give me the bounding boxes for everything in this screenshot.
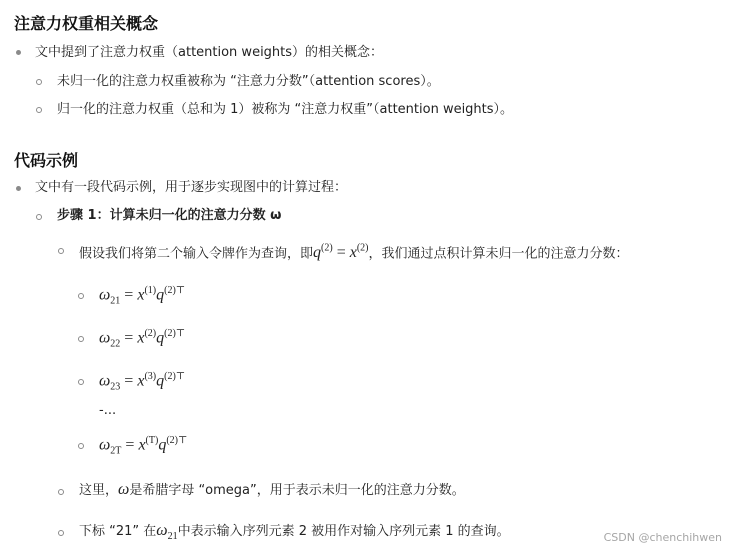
step-1-title: 步骤 1：计算未归一化的注意力分数 ω <box>57 208 282 223</box>
csdn-watermark: CSDN @chenchihwen <box>603 531 722 544</box>
bullet-circle-icon <box>78 379 84 385</box>
formula-omega-2T: $\omega_{2T} = x^{(T)}q^{(2)⊤}$ <box>99 435 188 457</box>
bullet-circle-icon <box>78 336 84 342</box>
section-heading-code-example: 代码示例 <box>14 151 79 170</box>
bullet-disc-icon <box>16 186 21 191</box>
bullet-circle-icon <box>58 530 64 536</box>
assume-text-post: ，我们通过点积计算未归一化的注意力分数： <box>368 246 629 262</box>
list-item-code-example: 文中有一段代码示例，用于逐步实现图中的计算过程： <box>35 180 348 195</box>
sublist-item-attention-scores: 未归一化的注意力权重被称为 “注意力分数”（attention scores）。 <box>57 74 440 89</box>
assume-text-pre: 假设我们将第二个输入令牌作为查询，即 <box>79 246 314 262</box>
formula-omega-21: $\omega_{21} = x^{(1)}q^{(2)⊤}$ <box>99 285 186 307</box>
section-heading-attention-weights: 注意力权重相关概念 <box>14 14 159 33</box>
bullet-disc-icon <box>16 50 21 55</box>
note-subscript-meaning: 下标 “21” 在$\omega_{21}$中表示输入序列元素 2 被用作对输入序列元素 1 的查询。 <box>79 522 510 543</box>
formula-omega-22: $\omega_{22} = x^{(2)}q^{(2)⊤}$ <box>99 328 186 350</box>
query-equation: $q^{(2)} = x^{(2)}$ <box>313 243 369 262</box>
formula-omega-23: $\omega_{23} = x^{(3)}q^{(2)⊤}$ <box>99 371 186 393</box>
bullet-circle-icon <box>78 443 84 449</box>
note-omega-meaning: 这里，ω是希腊字母 “omega”，用于表示未归一化的注意力分数。 <box>79 481 465 498</box>
bullet-circle-icon <box>36 79 42 85</box>
bullet-circle-icon <box>36 107 42 113</box>
assume-query-paragraph <box>79 240 629 263</box>
sublist-item-attention-weights: 归一化的注意力权重（总和为 1）被称为 “注意力权重”（attention weights）。 <box>57 102 514 117</box>
bullet-circle-icon <box>58 489 64 495</box>
bullet-circle-icon <box>36 214 42 220</box>
bullet-circle-icon <box>78 293 84 299</box>
list-item-attention-concept: 文中提到了注意力权重（attention weights）的相关概念： <box>35 45 384 60</box>
bullet-circle-icon <box>58 248 64 254</box>
formula-ellipsis: -... <box>99 403 117 418</box>
